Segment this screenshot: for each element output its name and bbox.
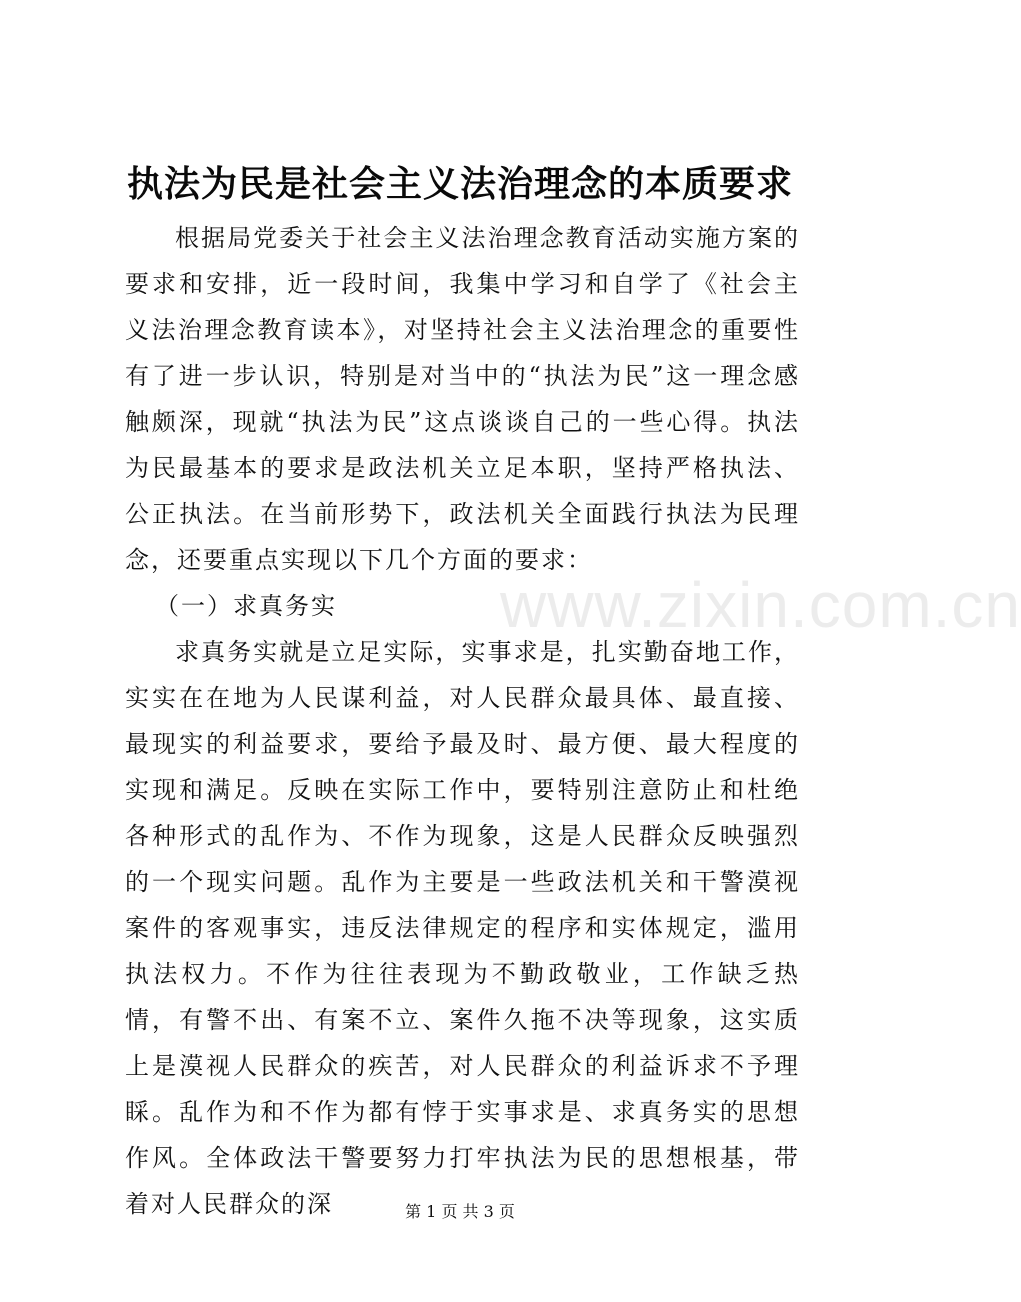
document-title: 执法为民是社会主义法治理念的本质要求 xyxy=(126,163,793,205)
document-body xyxy=(125,215,800,1227)
section-heading: （一）求真务实 xyxy=(155,592,337,620)
page-footer: 第 1 页 共 3 页 xyxy=(405,1202,515,1221)
paragraph-intro: 根据局党委关于社会主义法治理念教育活动实施方案的要求和安排，近一段时间，我集中学习和自学了《社会主义法治理念教育读本》，对坚持社会主义法治理念的重要性有了进一步认识，特别是对当中的“执法为民”这一理念感触颇深，现就“执法为民”这点谈谈自己的一些心得。执法为民最基本的要求是政法机关立足本职，坚持严格执法、公正执法。在当前形势下，政法机关全面践行执法为民理念，还要重点实现以下几个方面的要求： xyxy=(125,224,800,574)
watermark: www.zixin.com.cn xyxy=(500,569,1021,641)
paragraph-section-1: 求真务实就是立足实际，实事求是，扎实勤奋地工作，实实在在地为人民谋利益，对人民群众最具体、最直接、最现实的利益要求，要给予最及时、最方便、最大程度的实现和满足。反映在实际工作中，要特别注意防止和杜绝各种形式的乱作为、不作为现象，这是人民群众反映强烈的一个现实问题。乱作为主要是一些政法机关和干警漠视案件的客观事实，违反法律规定的程序和实体规定，滥用执法权力。不作为往往表现为不勤政敬业，工作缺乏热情，有警不出、有案不立、案件久拖不决等现象，这实质上是漠视人民群众的疾苦，对人民群众的利益诉求不予理睬。乱作为和不作为都有悖于实事求是、求真务实的思想作风。全体政法干警要努力打牢执法为民的思想根基，带着对人民群众的深 xyxy=(125,638,800,1218)
